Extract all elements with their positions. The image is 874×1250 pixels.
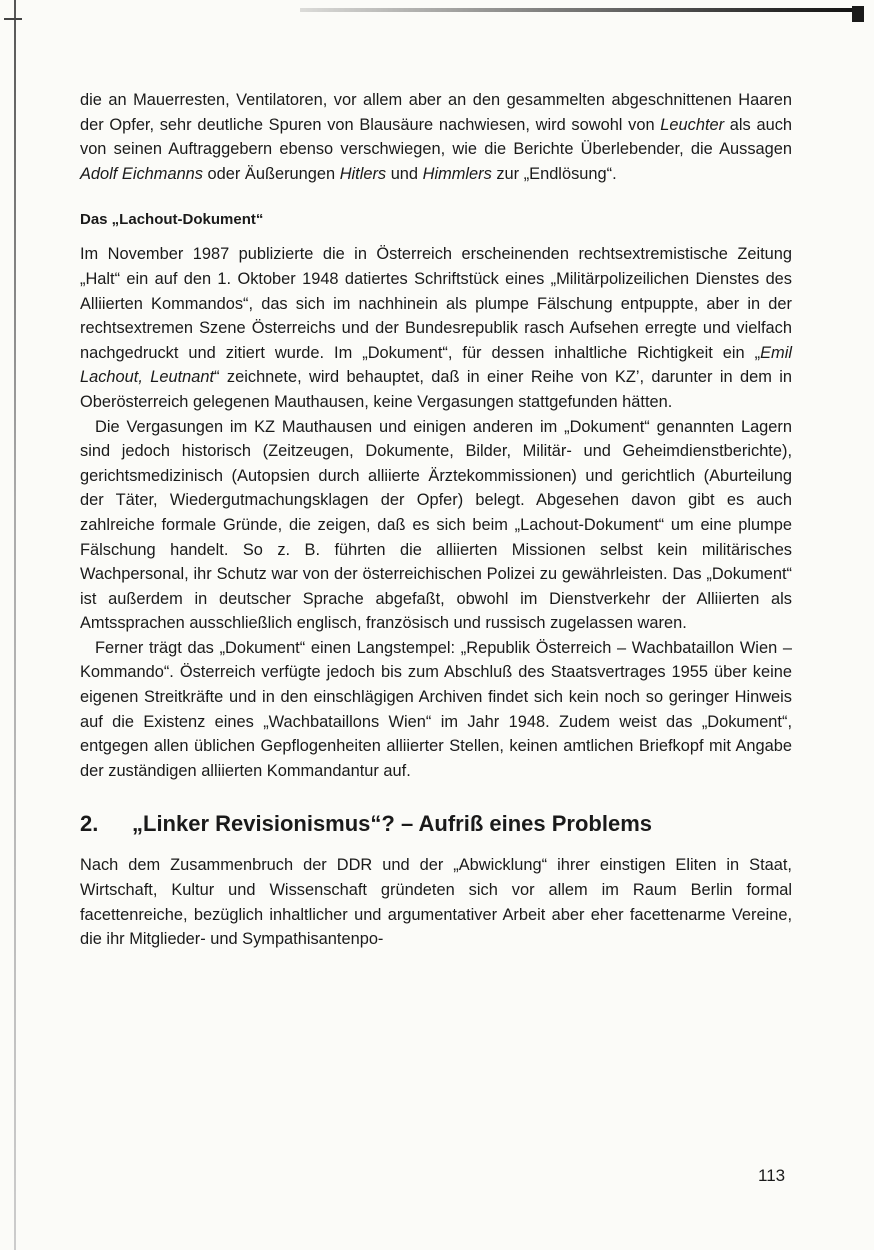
section-number: 2. xyxy=(80,811,99,837)
italic-name: Hitlers xyxy=(339,164,387,183)
section-title: „Linker Revisionismus“? – Aufriß eines Problems xyxy=(132,811,652,837)
text-run: oder Äußerungen xyxy=(203,164,340,183)
italic-name: Leuchter xyxy=(660,115,725,134)
paragraph-2 xyxy=(80,242,792,414)
italic-name: Adolf Eichmanns xyxy=(80,164,203,183)
section-heading xyxy=(80,809,792,839)
paragraph-3: Die Vergasungen im KZ Mauthausen und einigen anderen im „Dokument“ genannten Lagern sind jedoch historisch (Zeitzeugen, Dokumente, Bilder, Militär- und Geheimdienstberichte), gerichtsmedizinisch (Autopsien durch alliierte Ärztekommissionen) und gerichtlich (Aburteilung der Täter, Wiedergutmachungsklagen der Opfer) belegt. Abgesehen davon gibt es auch zahlreiche formale Gründe, die zeigen, daß es sich beim „Lachout-Dokument“ um eine plumpe Fälschung handelt. So z. B. führten die alliierten Missionen selbst kein militärisches Wachpersonal, ihr Schutz war von der österreichischen Polizei zu gewährleisten. Das „Dokument“ ist außerdem in deutscher Sprache abgefaßt, obwohl im Dienstverkehr der Alliierten als Amtssprachen ausschließlich englisch, französisch und russisch zugelassen waren. xyxy=(80,417,792,633)
text-run: als auch von seinen Auftraggebern ebenso verschwiegen, wie die Berichte Überlebender, die Aussagen xyxy=(80,115,792,159)
italic-name: Himmlers xyxy=(422,164,492,183)
text-run: “ zeichnete, wird behauptet, daß in einer Reihe von KZ’, darunter in dem in Oberösterreich gelegenen Mauthausen, keine Vergasungen stattgefunden hätten. xyxy=(80,368,793,411)
binding-tick-mark xyxy=(4,18,22,20)
text-run: Im November 1987 publizierte die in Österreich erscheinenden rechtsextremistische Zeitung „Halt“ ein auf den 1. Oktober 1948 datiertes Schriftstück eines „Militärpolizeilichen Dienstes des Alliierten Kommandos“, das sich im nachhinein als plumpe Fälschung entpuppte, aber in der rechtsextremen Szene Österreichs und der Bundesrepublik rasch Aufsehen erregte und vielfach nachgedruckt und zitiert wurde. Im „Dokument“, für dessen inhaltliche Richtigkeit ein „ xyxy=(80,245,792,362)
text-run: die an Mauerresten, Ventilatoren, vor allem aber an den gesammelten abgeschnittenen Haaren der Opfer, sehr deutliche Spuren von Blausäure nachwiesen, wird sowohl von xyxy=(80,91,792,134)
scan-edge-top xyxy=(300,8,860,12)
subheading-lachout: Das „Lachout-Dokument“ xyxy=(80,211,264,229)
paragraph-5: Nach dem Zusammenbruch der DDR und der „Abwicklung“ ihrer einstigen Eliten in Staat, Wirtschaft, Kultur und Wissenschaft gründeten sich vor allem im Raum Berlin formal facettenreiche, bezüglich inhaltlicher und argumentativer Arbeit aber eher facettenarme Vereine, die ihr Mitglieder- und Sympathisantenpo- xyxy=(80,856,792,949)
page-content xyxy=(80,88,792,952)
paragraph-1 xyxy=(80,88,792,186)
paragraph-4: Ferner trägt das „Dokument“ einen Langstempel: „Republik Österreich – Wachbataillon Wien – Kommando“. Österreich verfügte jedoch bis zum Abschluß des Staatsvertrages 1955 über keine eigenen Streitkräfte und in den einschlägigen Archiven findet sich kein noch so geringer Hinweis auf die Existenz eines „Wachbataillons Wien“ im Jahr 1948. Zudem weist das „Dokument“, entgegen allen üblichen Gepflogenheiten alliierter Stellen, keinen amtlichen Briefkopf mit Angabe der zuständigen alliierten Kommandantur auf. xyxy=(80,638,792,780)
text-run: und xyxy=(386,164,423,183)
page-number: 113 xyxy=(758,1166,786,1185)
scan-corner-mark xyxy=(852,6,864,22)
page-binding-edge xyxy=(14,0,16,1250)
italic-name: Emil Lachout, Leutnant xyxy=(80,343,792,387)
text-run: zur „Endlösung“. xyxy=(491,164,617,183)
